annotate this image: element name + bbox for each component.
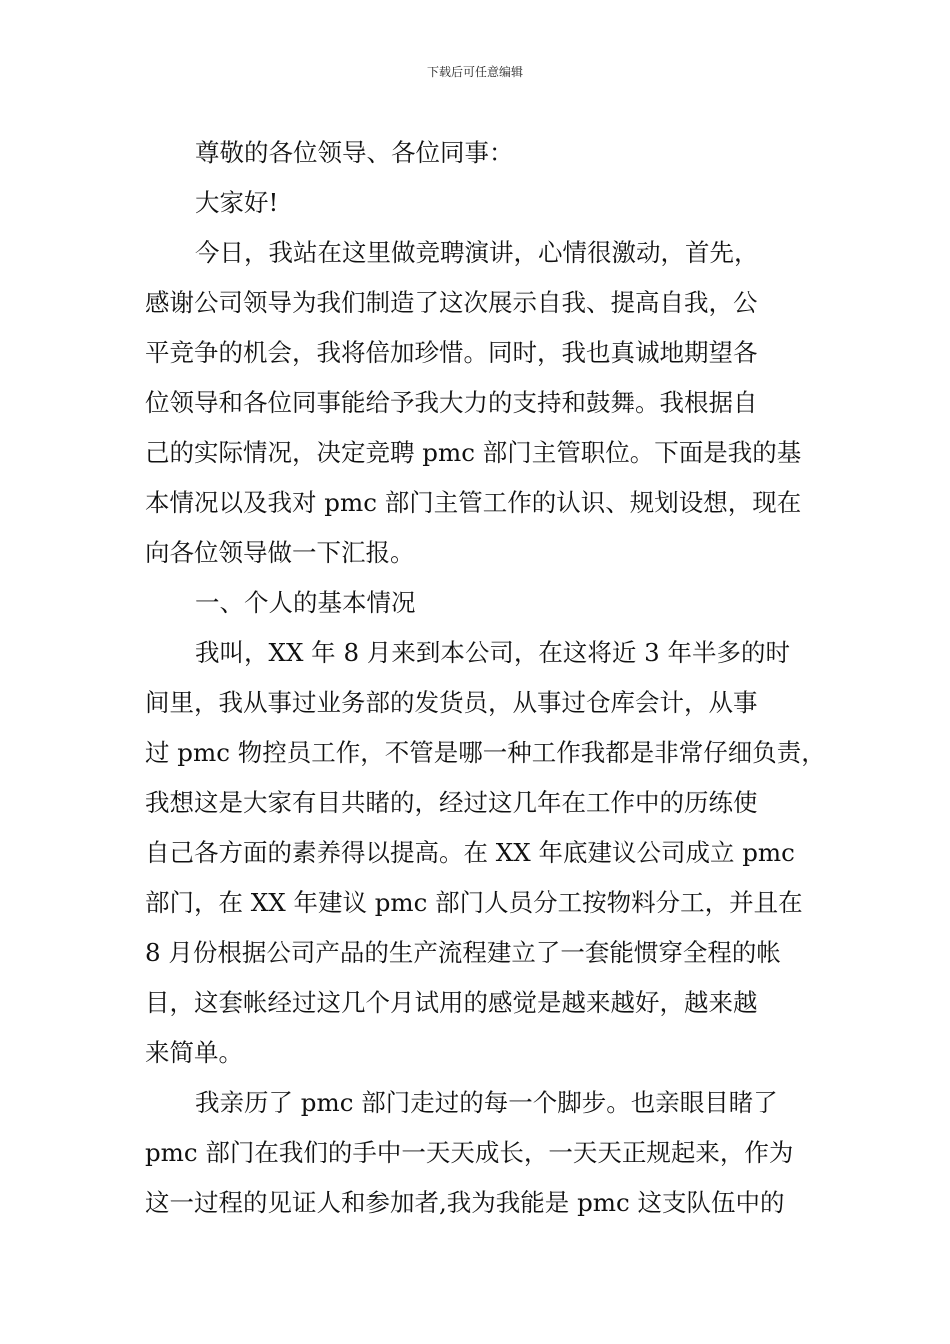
paragraph-line: pmc 部门在我们的手中一天天成长，一天天正规起来，作为 xyxy=(145,1138,794,1167)
paragraph-line: 间里，我从事过业务部的发货员，从事过仓库会计，从事 xyxy=(145,688,758,717)
paragraph-line: 我想这是大家有目共睹的，经过这几年在工作中的历练使 xyxy=(145,788,758,817)
paragraph-line: 自己各方面的素养得以提高。在 XX 年底建议公司成立 pmc xyxy=(145,838,795,867)
paragraph-line: 今日，我站在这里做竞聘演讲，心情很激动，首先， xyxy=(195,238,759,267)
paragraph-line: 我叫，XX 年 8 月来到本公司，在这将近 3 年半多的时 xyxy=(195,638,790,667)
salutation-line: 尊敬的各位领导、各位同事： xyxy=(195,138,514,167)
paragraph-line: 来简单。 xyxy=(145,1038,243,1067)
paragraph-line: 这一过程的见证人和参加者,我为我能是 pmc 这支队伍中的 xyxy=(145,1188,785,1217)
paragraph-line: 部门，在 XX 年建议 pmc 部门人员分工按物料分工，并且在 xyxy=(145,888,803,917)
paragraph-line: 感谢公司领导为我们制造了这次展示自我、提高自我，公 xyxy=(145,288,758,317)
page-header-note: 下载后可任意编辑 xyxy=(426,65,523,79)
paragraph-line: 过 pmc 物控员工作，不管是哪一种工作我都是非常仔细负责， xyxy=(145,738,826,767)
section-heading: 一、个人的基本情况 xyxy=(195,588,416,617)
paragraph-line: 本情况以及我对 pmc 部门主管工作的认识、规划设想，现在 xyxy=(145,488,802,517)
paragraph-line: 向各位领导做一下汇报。 xyxy=(145,538,415,567)
paragraph-line: 8 月份根据公司产品的生产流程建立了一套能惯穿全程的帐 xyxy=(145,938,781,967)
paragraph-line: 位领导和各位同事能给予我大力的支持和鼓舞。我根据自 xyxy=(145,388,758,417)
paragraph-line: 己的实际情况，决定竞聘 pmc 部门主管职位。下面是我的基 xyxy=(145,438,802,467)
greeting-line: 大家好! xyxy=(195,188,279,217)
paragraph-line: 平竞争的机会，我将倍加珍惜。同时，我也真诚地期望各 xyxy=(145,338,758,367)
paragraph-line: 我亲历了 pmc 部门走过的每一个脚步。也亲眼目睹了 xyxy=(195,1088,778,1117)
document-body xyxy=(145,128,826,1228)
paragraph-line: 目，这套帐经过这几个月试用的感觉是越来越好，越来越 xyxy=(145,988,758,1017)
